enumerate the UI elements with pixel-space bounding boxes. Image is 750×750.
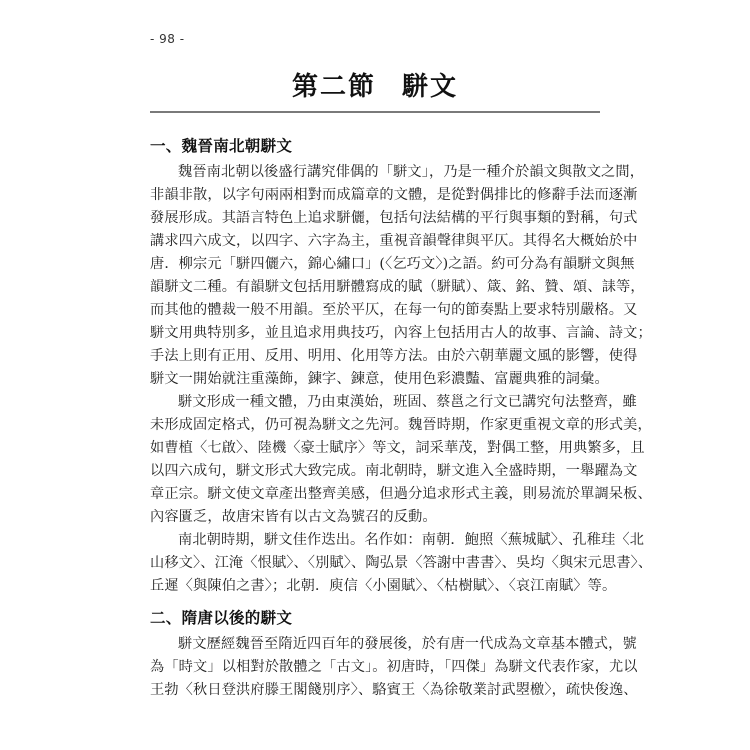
page-number: - 98 - <box>150 32 185 46</box>
text-line: 未形成固定格式，仍可視為駢文之先河。魏晉時期，作家更重視文章的形式美， <box>150 417 652 433</box>
chapter-title-section: 第二節 <box>291 72 376 102</box>
text-line: 講求四六成文，以四字、六字為主，重視音韻聲律與平仄。其得名大概始於中 <box>150 233 638 249</box>
text-line: 山移文〉、江淹〈恨賦〉、〈別賦〉、陶弘景〈答謝中書書〉、吳均〈與宋元思書〉、 <box>150 555 653 571</box>
text-line: 以四六成句，駢文形式大致完成。南北朝時，駢文進入全盛時期，一舉躍為文 <box>150 463 638 479</box>
text-line: 駢文用典特別多，並且追求用典技巧，內容上包括用古人的故事、言論、詩文； <box>150 325 652 341</box>
text-line: 韻駢文二種。有韻駢文包括用駢體寫成的賦（駢賦）、箴、銘、贊、頌、誄等， <box>150 279 645 295</box>
text-line: 唐．柳宗元「駢四儷六，錦心繡口」(〈乞巧文〉)之語。約可分為有韻駢文與無 <box>150 256 635 272</box>
text-line: 魏晉南北朝以後盛行講究俳偶的「駢文」，乃是一種介於韻文與散文之間， <box>178 164 645 180</box>
chapter-title <box>150 66 600 103</box>
text-line: 丘遲〈與陳伯之書〉；北朝．庾信〈小園賦〉、〈枯樹賦〉、〈哀江南賦〉等。 <box>150 578 617 594</box>
text-line: 手法上則有正用、反用、明用、化用等方法。由於六朝華麗文風的影響，使得 <box>150 348 638 364</box>
text-line: 駢文一開始就注重藻飾，鍊字、鍊意，使用色彩濃豔、富麗典雅的詞彙。 <box>150 371 609 387</box>
text-line: 駢文歷經魏晉至隋近四百年的發展後，於有唐一代成為文章基本體式，號 <box>178 636 637 652</box>
section-heading-1: 一、魏晉南北朝駢文 <box>150 137 293 155</box>
text-line: 如曹植〈七啟〉、陸機〈豪士賦序〉等文，詞采華茂，對偶工整，用典繁多，且 <box>150 440 645 456</box>
chapter-title-topic: 駢文 <box>402 72 459 102</box>
text-line: 南北朝時期，駢文佳作迭出。名作如：南朝．鮑照〈蕪城賦〉、孔稚珪〈北 <box>178 532 645 548</box>
text-line: 王勃〈秋日登洪府滕王閣餞別序〉、駱賓王〈為徐敬業討武曌檄〉，疏快俊逸、 <box>150 682 638 698</box>
text-line: 內容匱乏，故唐宋皆有以古文為號召的反動。 <box>150 509 437 525</box>
text-line: 非韻非散，以字句兩兩相對而成篇章的文體，是從對偶排比的修辭手法而逐漸 <box>150 187 638 203</box>
text-line: 為「時文」以相對於散體之「古文」。初唐時，「四傑」為駢文代表作家，尤以 <box>150 659 638 675</box>
text-line: 章正宗。駢文使文章產出整齊美感，但過分追求形式主義，則易流於單調呆板、 <box>150 486 652 502</box>
title-rule <box>150 111 600 113</box>
text-line: 駢文形成一種文體，乃由東漢始，班固、蔡邕之行文已講究句法整齊，雖 <box>178 394 637 410</box>
text-line: 而其他的體裁一般不用韻。至於平仄，在每一句的節奏點上要求特別嚴格。又 <box>150 302 638 318</box>
section-heading-2: 二、隋唐以後的駢文 <box>150 609 293 627</box>
text-line: 發展形成。其語言特色上追求駢儷，包括句法結構的平行與事類的對稱，句式 <box>150 210 638 226</box>
